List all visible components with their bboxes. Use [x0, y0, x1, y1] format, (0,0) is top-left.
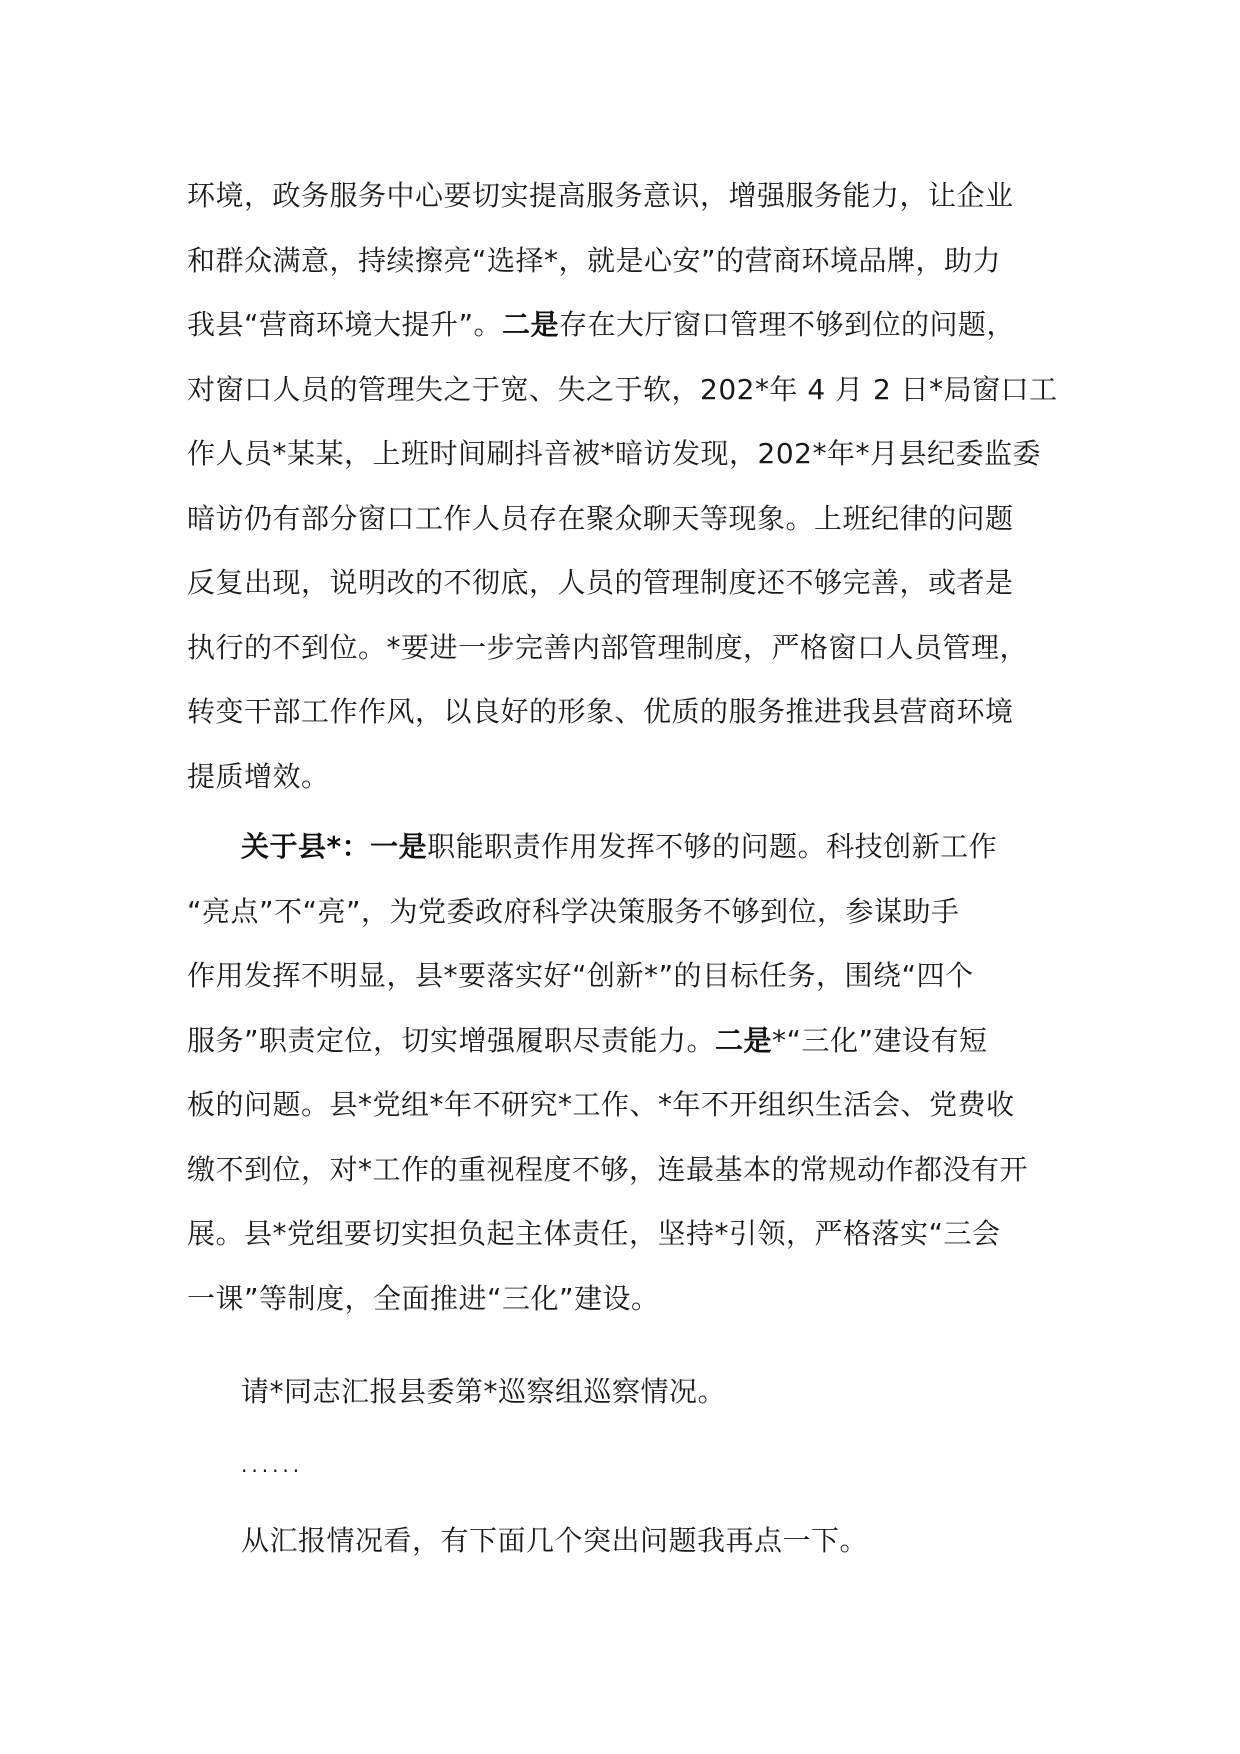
text-line: 暗访仍有部分窗口工作人员存在聚众聊天等现象。上班纪律的问题: [187, 501, 1014, 535]
text-line: 请*同志汇报县委第*巡察组巡察情况。: [241, 1375, 727, 1408]
bold-heading-lead: 关于县*：一是: [241, 830, 428, 863]
text-segment: 职能职责作用发挥不够的问题。科技创新工作: [427, 830, 998, 863]
text-line: 环境，政务服务中心要切实提高服务意识，增强服务能力，让企业: [187, 179, 1014, 212]
text-line: 展。县*党组要切实担负起主体责任，坚持*引领，严格落实“三会: [187, 1217, 1001, 1250]
paragraph-county-department: [187, 815, 1067, 1331]
text-line: 反复出现，说明改的不彻底，人员的管理制度还不够完善，或者是: [187, 566, 1014, 599]
text-line: 板的问题。县*党组*年不研究*工作、*年不开组织生活会、党费收: [187, 1088, 1015, 1121]
text-line: 一课”等制度，全面推进“三化”建设。: [187, 1281, 660, 1315]
text-line: 从汇报情况看，有下面几个突出问题我再点一下。: [241, 1524, 869, 1557]
text-line: “亮点”不“亮”，为党委政府科学决策服务不够到位，参谋助手: [187, 894, 960, 928]
bold-marker-second: 二是: [502, 308, 560, 341]
text-line: 提质增效。: [187, 759, 330, 793]
text-line: 缴不到位，对*工作的重视程度不够，连最基本的常规动作都没有开: [187, 1152, 1029, 1186]
text-segment: 存在大厅窗口管理不够到位的问题，: [559, 308, 1016, 341]
text-line: 执行的不到位。*要进一步完善内部管理制度，严格窗口人员管理，: [187, 630, 1029, 664]
text-line: 和群众满意，持续擦亮“选择*，就是心安”的营商环境品牌，助力: [187, 243, 1002, 277]
text-line: 作用发挥不明显，县*要落实好“创新*”的目标任务，围绕“四个: [187, 959, 974, 992]
text-line: 作人员*某某，上班时间刷抖音被*暗访发现，202*年*月县纪委监委: [187, 437, 1041, 470]
bold-marker-second: 二是: [715, 1023, 773, 1057]
text-line: 转变干部工作作风，以良好的形象、优质的服务推进我县营商环境: [187, 695, 1014, 728]
text-line: [187, 293, 1067, 358]
text-line: [187, 1009, 1067, 1074]
text-segment: 服务”职责定位，切实增强履职尽责能力。: [187, 1023, 716, 1057]
text-segment: 我县“营商环境大提升”。: [187, 308, 503, 341]
paragraph-business-environment: [187, 164, 1067, 809]
text-line: 对窗口人员的管理失之于宽、失之于软，202*年 4 月 2 日*局窗口工: [187, 372, 1058, 406]
ellipsis-line: ......: [241, 1453, 304, 1477]
paragraph-ellipsis: [187, 1433, 1067, 1498]
text-line: [187, 815, 1067, 880]
paragraph-request-report: [187, 1360, 1067, 1425]
text-segment: *“三化”建设有短: [772, 1023, 988, 1057]
paragraph-closing: [187, 1509, 1067, 1574]
